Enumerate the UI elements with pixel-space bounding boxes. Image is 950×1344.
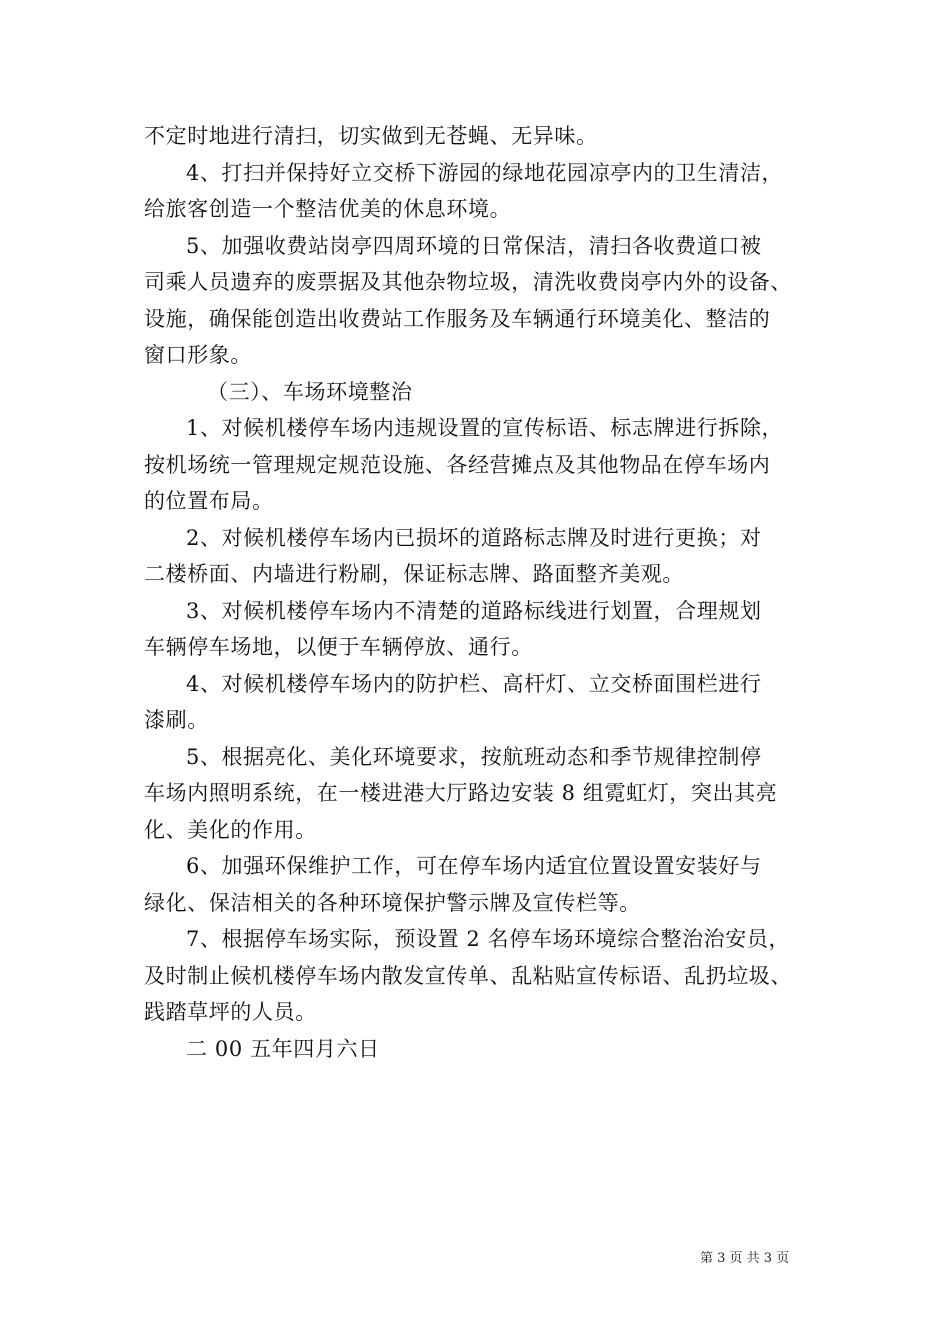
text-line: 4、对候机楼停车场内的防护栏、高杆灯、立交桥面围栏进行 — [186, 671, 762, 696]
text-line: 车场内照明系统，在一楼进港大厅路边安装 8 组霓虹灯，突出其亮 — [144, 781, 778, 805]
text-line: 1、对候机楼停车场内违规设置的宣传标语、标志牌进行拆除， — [186, 416, 784, 440]
text-line: 4、打扫并保持好立交桥下游园的绿地花园凉亭内的卫生清洁， — [186, 160, 784, 185]
text-line: 3、对候机楼停车场内不清楚的道路标线进行划置，合理规划 — [186, 598, 762, 623]
text-line: 二楼桥面、内墙进行粉刷，保证标志牌、路面整齐美观。 — [144, 562, 684, 586]
text-line: 绿化、保洁相关的各种环境保护警示牌及宣传栏等。 — [144, 890, 641, 915]
document-body — [144, 118, 808, 1067]
text-line: 7、根据停车场实际，预设置 2 名停车场环境综合整治治安员， — [186, 927, 791, 951]
text-line: 践踏草坪的人员。 — [144, 1000, 317, 1024]
text-line: 按机场统一管理规定规范设施、各经营摊点及其他物品在停车场内 — [144, 452, 771, 477]
text-line: 给旅客创造一个整洁优美的休息环境。 — [144, 197, 512, 221]
page-number-text: 第 3 页 共 3 页 — [700, 1251, 790, 1266]
text-line: 设施，确保能创造出收费站工作服务及车辆通行环境美化、整洁的 — [144, 306, 771, 331]
text-line: 2、对候机楼停车场内已损坏的道路标志牌及时进行更换；对 — [186, 525, 762, 550]
text-line: 车辆停车场地，以便于车辆停放、通行。 — [144, 635, 533, 659]
text-line: 5、加强收费站岗亭四周环境的日常保洁，清扫各收费道口被 — [186, 233, 762, 258]
text-line: 的位置布局。 — [144, 489, 274, 513]
text-line: 窗口形象。 — [144, 343, 252, 367]
section-heading: （三）、车场环境整治 — [207, 379, 413, 404]
text-line: 二 00 五年四月六日 — [186, 1036, 380, 1061]
text-line: 漆刷。 — [144, 708, 209, 732]
text-line: 不定时地进行清扫，切实做到无苍蝇、无异味。 — [144, 124, 598, 148]
text-line: 6、加强环保维护工作，可在停车场内适宜位置设置安装好与 — [186, 854, 762, 878]
text-line: 司乘人员遗弃的废票据及其他杂物垃圾，清洗收费岗亭内外的设备、 — [144, 270, 792, 294]
page-number-footer — [700, 1247, 789, 1266]
text-line: 化、美化的作用。 — [144, 817, 317, 842]
text-line: 5、根据亮化、美化环境要求，按航班动态和季节规律控制停 — [186, 744, 762, 769]
text-line: 及时制止候机楼停车场内散发宣传单、乱粘贴宣传标语、乱扔垃圾、 — [144, 963, 792, 988]
